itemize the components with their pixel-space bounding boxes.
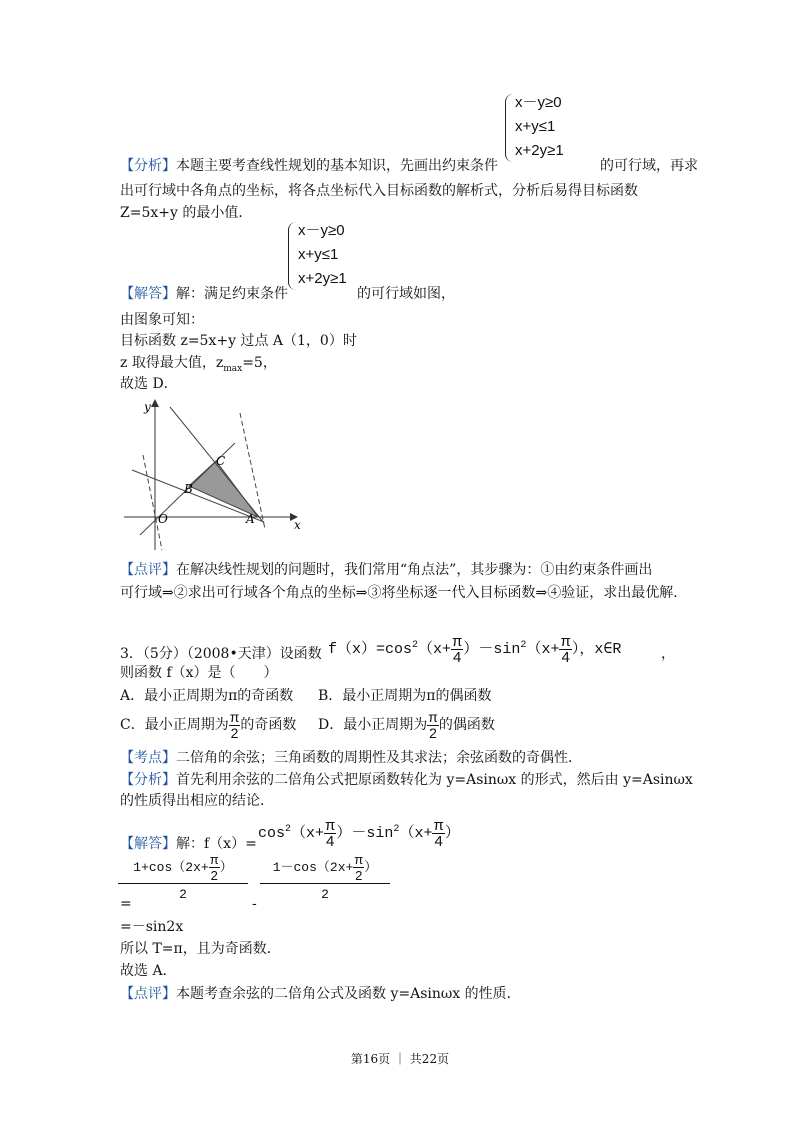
page-footer: 第16页 ｜ 共22页 xyxy=(350,1052,450,1066)
q2-answer-line4: z 取得最大值，$z_{max}=5$， xyxy=(120,355,277,374)
q2-analysis-line1b: 的可行域，再求 xyxy=(600,158,698,174)
comment-tag: 【点评】 xyxy=(120,986,176,1002)
q2-answer-line1: 【解答】解：满足约束条件 xyxy=(120,286,288,302)
q3-function-tail: ， xyxy=(661,646,675,662)
q3-comment: 【点评】本题考查余弦的二倍角公式及函数 y=Asinωx 的性质． xyxy=(120,986,521,1002)
q2-answer-line3: 目标函数 z=5x+y 过点 A（1，0）时 xyxy=(120,333,357,349)
q3-point: 【考点】二倍角的余弦；三角函数的周期性及其求法；余弦函数的奇偶性． xyxy=(120,750,582,766)
constraint-3: x+2y≥1 xyxy=(298,270,347,287)
comment-tag: 【点评】 xyxy=(120,562,176,578)
fraction-1: 1+cos（2x+ $\frac{\pi}{2}$ ） 2 xyxy=(118,852,248,906)
q3-function: $f(x)=\cos^2(x+$ $\frac{\pi}{4}$ ）$-\sin^2(x+$ $\frac{\pi}{4}$ ），x∈R xyxy=(328,632,622,666)
q3-result: =－sin2x xyxy=(120,919,184,935)
q2-comment-line1: 【点评】在解决线性规划的问题时，我们常用“角点法”，其步骤为：①由约束条件画出 xyxy=(120,562,653,578)
label-x: x xyxy=(294,518,301,532)
q3-analysis-line1: 【分析】首先利用余弦的二倍角公式把原函数转化为 y=Asinωx 的形式，然后由 y=Asinωx xyxy=(120,772,693,788)
q3-stem: 3．（5分）（2008•天津）设函数 xyxy=(120,646,322,662)
constraint-3: x+2y≥1 xyxy=(515,142,564,159)
fraction-2: 1－cos（2x+ $\frac{\pi}{2}$ ） 2 xyxy=(260,852,390,906)
q3-so: 所以 T=π，且为奇函数． xyxy=(120,941,281,957)
label-c: C xyxy=(216,454,226,468)
equals-sign: = xyxy=(120,896,132,912)
label-y: y xyxy=(144,400,151,414)
constraint-2: x+y≤1 xyxy=(515,118,556,135)
q2-analysis-line3: Z=5x+y 的最小值． xyxy=(120,205,253,221)
answer-tag: 【解答】 xyxy=(120,286,176,302)
minus-sign: - xyxy=(252,896,257,912)
constraint-1: x－y≥0 xyxy=(298,222,345,239)
feasible-region-graph xyxy=(118,395,318,555)
label-a: A xyxy=(246,512,255,526)
constraint-1: x－y≥0 xyxy=(515,94,562,111)
answer-tag: 【解答】 xyxy=(120,836,176,852)
analysis-tag: 【分析】 xyxy=(120,158,176,174)
brace xyxy=(505,94,513,162)
option-a: A．最小正周期为π的奇函数 xyxy=(120,688,294,704)
option-b: B．最小正周期为π的偶函数 xyxy=(318,688,492,704)
brace xyxy=(288,222,296,290)
q3-analysis-line2: 的性质得出相应的结论． xyxy=(120,793,274,809)
q2-analysis-line2: 出可行域中各角点的坐标，将各点坐标代入目标函数的解析式，分析后易得目标函数 xyxy=(120,183,638,199)
q2-answer-line1b: 的可行域如图， xyxy=(357,286,455,302)
analysis-tag: 【分析】 xyxy=(120,772,176,788)
q2-answer-line2: 由图象可知： xyxy=(120,312,204,328)
q2-comment-line2: 可行域⇒②求出可行域各个角点的坐标⇒③将坐标逐一代入目标函数⇒④验证，求出最优解． xyxy=(120,585,688,601)
q3-stem-2: 则函数 f（x）是（ ） xyxy=(120,665,278,681)
option-d: D．最小正周期为 $\frac{\pi}{2}$ 的偶函数 xyxy=(318,708,495,741)
q2-analysis-line1: 【分析】本题主要考查线性规划的基本知识，先画出约束条件 xyxy=(120,158,498,174)
q3-choose: 故选 A． xyxy=(120,963,177,979)
point-tag: 【考点】 xyxy=(120,750,176,766)
feasible-region xyxy=(189,461,258,517)
constraint-system-1 xyxy=(505,92,595,164)
constraint-system-2 xyxy=(288,220,378,292)
q3-answer-line1: 【解答】解：f（x）= xyxy=(120,836,257,852)
label-b: B xyxy=(184,482,193,496)
option-c: C．最小正周期为 $\frac{\pi}{2}$ 的奇函数 xyxy=(120,708,297,741)
q3-answer-expression: $\cos^2(x+$ $\frac{\pi}{4}$ ）$-\sin^2(x+$ $\frac{\pi}{4}$ ） xyxy=(258,816,460,850)
q2-answer-line5: 故选 D． xyxy=(120,376,178,392)
objective-line-dashed-1 xyxy=(143,455,162,550)
constraint-2: x+y≤1 xyxy=(298,246,339,263)
label-o: O xyxy=(158,512,168,526)
